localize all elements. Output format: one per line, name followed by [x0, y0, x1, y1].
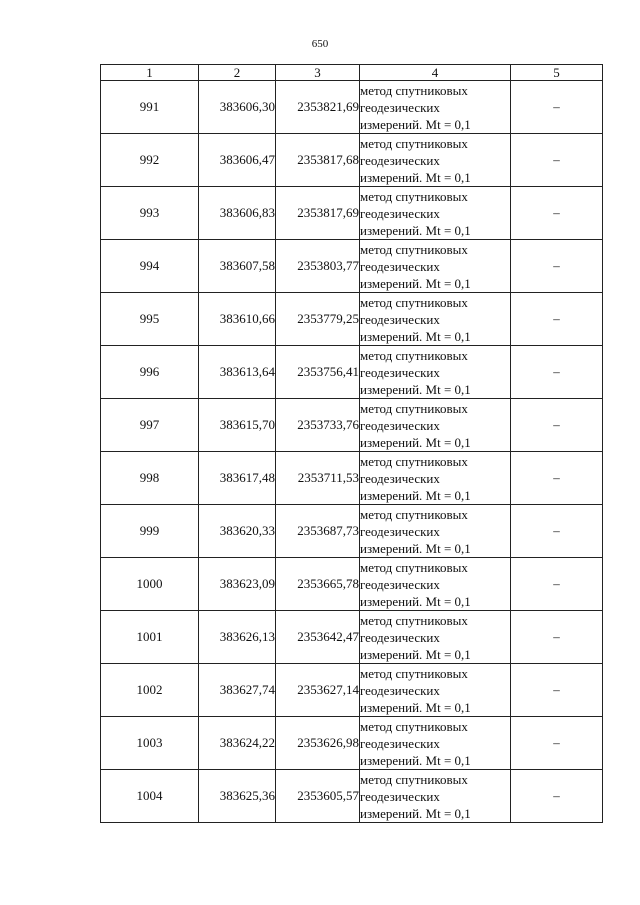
y-coordinate-cell: 2353803,77: [276, 240, 360, 293]
note-cell: –: [511, 346, 603, 399]
method-line: метод спутниковых: [360, 771, 468, 787]
method-line: измерений. Mt = 0,1: [360, 805, 471, 821]
header-col-2: 2: [199, 65, 276, 81]
method-cell: [360, 240, 511, 293]
method-line: метод спутниковых: [360, 294, 468, 310]
method-line: измерений. Mt = 0,1: [360, 487, 471, 503]
method-line: метод спутниковых: [360, 506, 468, 522]
method-cell: [360, 81, 511, 134]
method-line: измерений. Mt = 0,1: [360, 116, 471, 132]
note-cell: –: [511, 240, 603, 293]
x-coordinate-cell: 383610,66: [199, 293, 276, 346]
method-line: геодезических: [360, 152, 440, 168]
x-coordinate-cell: 383617,48: [199, 452, 276, 505]
method-line: метод спутниковых: [360, 612, 468, 628]
method-line: измерений. Mt = 0,1: [360, 434, 471, 450]
method-line: геодезических: [360, 258, 440, 274]
point-number-cell: 992: [101, 134, 199, 187]
method-line: геодезических: [360, 205, 440, 221]
x-coordinate-cell: 383626,13: [199, 611, 276, 664]
method-line: геодезических: [360, 576, 440, 592]
point-number-cell: 994: [101, 240, 199, 293]
note-cell: –: [511, 717, 603, 770]
y-coordinate-cell: 2353687,73: [276, 505, 360, 558]
table-row: [101, 134, 603, 187]
header-col-4: 4: [360, 65, 511, 81]
note-cell: –: [511, 452, 603, 505]
note-cell: –: [511, 293, 603, 346]
method-line: метод спутниковых: [360, 718, 468, 734]
table-body: [101, 81, 603, 823]
y-coordinate-cell: 2353733,76: [276, 399, 360, 452]
point-number-cell: 991: [101, 81, 199, 134]
y-coordinate-cell: 2353817,69: [276, 187, 360, 240]
x-coordinate-cell: 383615,70: [199, 399, 276, 452]
method-line: метод спутниковых: [360, 400, 468, 416]
method-line: метод спутниковых: [360, 241, 468, 257]
table-row: [101, 240, 603, 293]
note-cell: –: [511, 558, 603, 611]
table-header: [101, 65, 603, 81]
method-line: метод спутниковых: [360, 82, 468, 98]
table-row: [101, 664, 603, 717]
table-row: [101, 505, 603, 558]
page-number: 650: [311, 38, 329, 50]
method-line: метод спутниковых: [360, 453, 468, 469]
method-cell: [360, 452, 511, 505]
method-line: измерений. Mt = 0,1: [360, 540, 471, 556]
y-coordinate-cell: 2353821,69: [276, 81, 360, 134]
y-coordinate-cell: 2353665,78: [276, 558, 360, 611]
point-number-cell: 1003: [101, 717, 199, 770]
point-number-cell: 995: [101, 293, 199, 346]
method-line: измерений. Mt = 0,1: [360, 381, 471, 397]
method-line: измерений. Mt = 0,1: [360, 275, 471, 291]
method-cell: [360, 505, 511, 558]
method-line: геодезических: [360, 682, 440, 698]
x-coordinate-cell: 383606,83: [199, 187, 276, 240]
method-line: геодезических: [360, 788, 440, 804]
y-coordinate-cell: 2353711,53: [276, 452, 360, 505]
table-row: [101, 558, 603, 611]
method-cell: [360, 134, 511, 187]
header-col-5: 5: [511, 65, 603, 81]
x-coordinate-cell: 383607,58: [199, 240, 276, 293]
method-line: измерений. Mt = 0,1: [360, 222, 471, 238]
method-line: метод спутниковых: [360, 347, 468, 363]
point-number-cell: 1002: [101, 664, 199, 717]
method-line: геодезических: [360, 364, 440, 380]
x-coordinate-cell: 383620,33: [199, 505, 276, 558]
header-row: [101, 65, 603, 81]
table-row: [101, 81, 603, 134]
method-line: геодезических: [360, 470, 440, 486]
method-cell: [360, 770, 511, 823]
point-number-cell: 996: [101, 346, 199, 399]
method-line: измерений. Mt = 0,1: [360, 328, 471, 344]
note-cell: –: [511, 399, 603, 452]
note-cell: –: [511, 664, 603, 717]
point-number-cell: 998: [101, 452, 199, 505]
method-cell: [360, 558, 511, 611]
note-cell: –: [511, 81, 603, 134]
x-coordinate-cell: 383606,47: [199, 134, 276, 187]
method-line: метод спутниковых: [360, 188, 468, 204]
method-line: метод спутниковых: [360, 559, 468, 575]
method-line: геодезических: [360, 523, 440, 539]
method-line: измерений. Mt = 0,1: [360, 646, 471, 662]
method-line: геодезических: [360, 311, 440, 327]
method-cell: [360, 611, 511, 664]
x-coordinate-cell: 383625,36: [199, 770, 276, 823]
note-cell: –: [511, 187, 603, 240]
y-coordinate-cell: 2353605,57: [276, 770, 360, 823]
table-row: [101, 611, 603, 664]
table-row: [101, 346, 603, 399]
method-cell: [360, 293, 511, 346]
x-coordinate-cell: 383627,74: [199, 664, 276, 717]
note-cell: –: [511, 505, 603, 558]
x-coordinate-cell: 383606,30: [199, 81, 276, 134]
point-number-cell: 1000: [101, 558, 199, 611]
y-coordinate-cell: 2353627,14: [276, 664, 360, 717]
method-cell: [360, 664, 511, 717]
method-line: измерений. Mt = 0,1: [360, 699, 471, 715]
method-line: геодезических: [360, 629, 440, 645]
method-line: измерений. Mt = 0,1: [360, 169, 471, 185]
point-number-cell: 999: [101, 505, 199, 558]
y-coordinate-cell: 2353779,25: [276, 293, 360, 346]
header-col-3: 3: [276, 65, 360, 81]
point-number-cell: 993: [101, 187, 199, 240]
table-row: [101, 187, 603, 240]
y-coordinate-cell: 2353642,47: [276, 611, 360, 664]
method-line: геодезических: [360, 735, 440, 751]
method-cell: [360, 717, 511, 770]
table-row: [101, 399, 603, 452]
coordinates-table: [100, 64, 603, 823]
x-coordinate-cell: 383613,64: [199, 346, 276, 399]
method-cell: [360, 187, 511, 240]
method-line: измерений. Mt = 0,1: [360, 752, 471, 768]
method-line: метод спутниковых: [360, 135, 468, 151]
y-coordinate-cell: 2353817,68: [276, 134, 360, 187]
y-coordinate-cell: 2353756,41: [276, 346, 360, 399]
method-cell: [360, 399, 511, 452]
method-line: метод спутниковых: [360, 665, 468, 681]
table-row: [101, 452, 603, 505]
x-coordinate-cell: 383624,22: [199, 717, 276, 770]
header-col-1: 1: [101, 65, 199, 81]
table-row: [101, 717, 603, 770]
table-row: [101, 293, 603, 346]
method-line: геодезических: [360, 99, 440, 115]
note-cell: –: [511, 611, 603, 664]
note-cell: –: [511, 134, 603, 187]
x-coordinate-cell: 383623,09: [199, 558, 276, 611]
method-line: геодезических: [360, 417, 440, 433]
point-number-cell: 1004: [101, 770, 199, 823]
method-line: измерений. Mt = 0,1: [360, 593, 471, 609]
table-row: [101, 770, 603, 823]
point-number-cell: 1001: [101, 611, 199, 664]
note-cell: –: [511, 770, 603, 823]
y-coordinate-cell: 2353626,98: [276, 717, 360, 770]
method-cell: [360, 346, 511, 399]
point-number-cell: 997: [101, 399, 199, 452]
